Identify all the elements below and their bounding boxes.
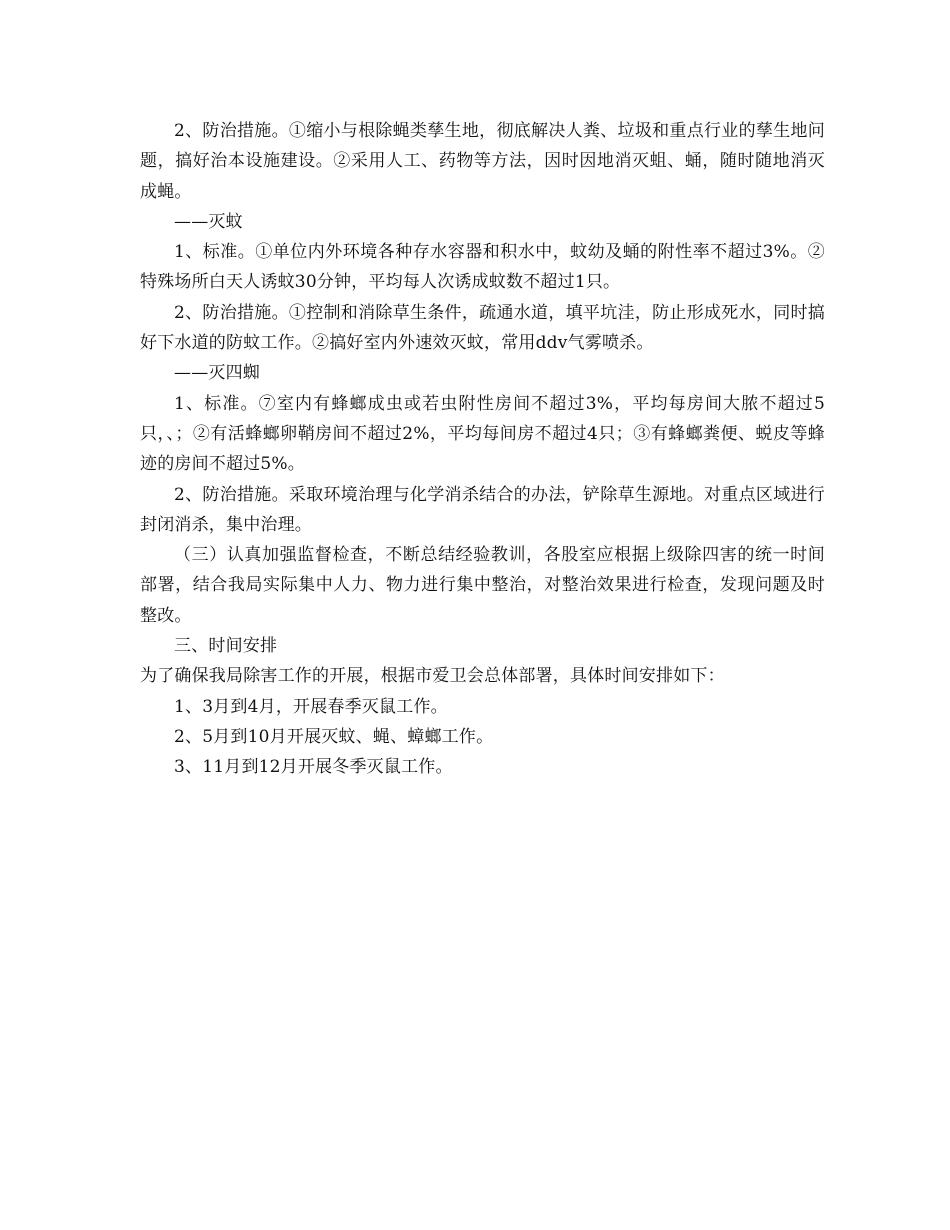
schedule-item-2: 2、5月到10月开展灭蚊、蝇、蟑螂工作。 <box>174 726 494 747</box>
paragraph-mosquito-measures: 2、防治措施。①控制和消除草生条件，疏通水道，填平坑洼，防止形成死水，同时搞好下水道的防蚊工作。②搞好室内外速效灭蚊，常用ddv气雾喷杀。 <box>140 302 825 354</box>
schedule-item-3: 3、11月到12月开展冬季灭鼠工作。 <box>174 757 453 778</box>
paragraph-cockroach-standard: 1、标准。⑦室内有蜂螂成虫或若虫附性房间不超过3%，平均每房间大脓不超过5只，、；②有活蜂螂卵鞘房间不超过2%，平均每间房不超过4只；③有蜂螂粪便、蜕皮等蜂迹的房间不超过5%。 <box>140 393 825 475</box>
heading-schedule: 三、时间安排 <box>174 636 278 657</box>
heading-mosquito: ——灭蚊 <box>174 211 243 232</box>
paragraph-supervision: （三）认真加强监督检查，不断总结经验教训，各股室应根据上级除四害的统一时间部署，结合我局实际集中人力、物力进行集中整治，对整治效果进行检查，发现问题及时整改。 <box>140 545 825 626</box>
paragraph-cockroach-measures: 2、防治措施。采取环境治理与化学消杀结合的办法，铲除草生源地。对重点区域进行封闭消杀，集中治理。 <box>140 484 825 535</box>
document-body <box>140 116 825 783</box>
paragraph-mosquito-standard: 1、标准。①单位内外环境各种存水容器和积水中，蚊幼及蛹的附性率不超过3%。②特殊场所白天人诱蚊30分钟，平均每人次诱成蚊数不超过1只。 <box>140 242 825 293</box>
paragraph-schedule-intro: 为了确保我局除害工作的开展，根据市爱卫会总体部署，具体时间安排如下： <box>140 666 725 687</box>
schedule-item-1: 1、3月到4月，开展春季灭鼠工作。 <box>174 696 448 717</box>
heading-cockroach: ——灭四蜘 <box>174 363 260 384</box>
paragraph-fly-control-measures: 2、防治措施。①缩小与根除蝇类孳生地，彻底解决人粪、垃圾和重点行业的孳生地问题，搞好治本设施建设。②采用人工、药物等方法，因时因地消灭蛆、蛹，随时随地消灭成蝇。 <box>140 121 825 202</box>
